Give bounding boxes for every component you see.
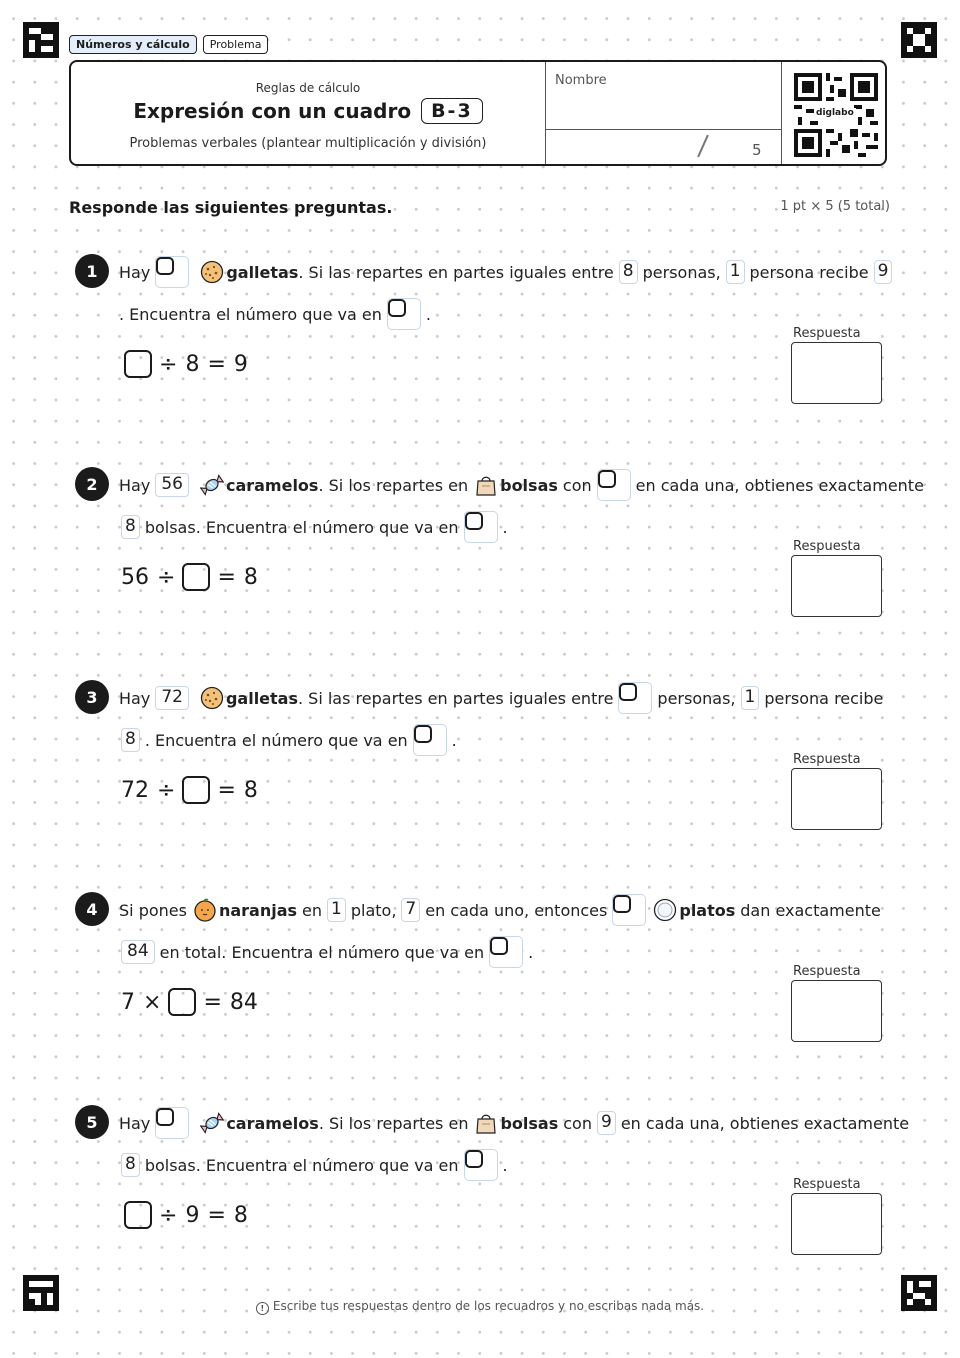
problem-number: 4 [75,892,109,926]
name-field[interactable] [545,62,782,164]
blank-box [464,1149,498,1181]
problem-text: en cada uno, entonces [425,900,608,920]
answer-label: Respuesta [793,964,861,979]
problem-text: personas, [642,262,721,282]
problem-text: . Encuentra el número que va en [119,304,382,324]
problem-text-line-2 [119,937,533,967]
number-box: 9 [597,1111,616,1135]
cookie-icon [200,260,224,284]
problem-text: . Encuentra el número que va en [144,730,408,750]
bag-icon [474,1111,498,1135]
orange-icon [193,898,217,922]
answer-box-3[interactable] [791,768,882,830]
number-box: 8 [619,260,638,284]
problem-text: persona recibe [764,688,884,708]
number-box: 1 [741,686,760,710]
equation-operand: 72 [121,777,149,803]
problem-item-name: naranjas [218,900,298,920]
equation-operator: × [143,989,162,1015]
blank-box [489,936,523,968]
number-box: 8 [121,515,140,539]
problem-number: 5 [75,1105,109,1139]
equation-equals: = [207,351,226,377]
header-subtitle: Reglas de cálculo [255,81,361,95]
problem-text: Hay [119,262,151,282]
name-divider [546,129,782,130]
equation-equals: = [217,564,236,590]
problem-number: 3 [75,680,109,714]
blank-box [155,256,189,288]
number-box: 72 [155,686,189,710]
problem-text-line-2 [119,1150,508,1180]
number-box: 8 [121,728,140,752]
problem-item-name: platos [679,900,736,920]
problem-text: bolsas. Encuentra el número que va en [144,517,459,537]
number-box: 7 [401,898,420,922]
problem-1 [0,254,960,464]
answer-box-5[interactable] [791,1193,882,1255]
header-title-area [71,62,545,164]
equation-blank [182,776,210,804]
problem-text-line-1 [119,1108,909,1138]
corner-marker-top-right [901,22,937,58]
problem-text: Si pones [119,900,187,920]
equation-operand: 9 [185,1202,200,1228]
page-title: Expresión con un cuadro [133,99,412,123]
problem-text: . [502,517,508,537]
equation-blank [124,1201,152,1229]
equation-operator: ÷ [159,351,178,377]
blank-box [387,298,421,330]
equation [121,984,262,1020]
problem-4 [0,892,960,1102]
equation-result: 8 [243,777,258,803]
problem-text: bolsas. Encuentra el número que va en [144,1155,459,1175]
number-box: 8 [121,1153,140,1177]
problem-item-name: bolsas [500,475,558,495]
problem-number: 2 [75,467,109,501]
problem-text: . Si las repartes en partes iguales entre [298,688,614,708]
equation-result: 8 [243,564,258,590]
problem-text: . [528,942,534,962]
corner-marker-top-left [23,22,59,58]
equation-result: 84 [229,989,258,1015]
problem-text-line-2 [119,725,457,755]
cookie-icon [200,686,224,710]
problem-text-line-1 [119,470,924,500]
blank-box [155,1107,189,1139]
blank-box [597,469,631,501]
problem-text: Hay [119,688,151,708]
name-label: Nombre [555,73,607,88]
equation [121,1197,252,1233]
equation [121,346,252,382]
equation [121,772,262,808]
problem-text-line-1 [119,895,881,925]
answer-label: Respuesta [793,539,861,554]
problem-item-name: caramelos [226,1113,319,1133]
problem-item-name: caramelos [225,475,319,495]
equation-operator: ÷ [159,1202,178,1228]
candy-icon [200,1111,224,1135]
points-info: 1 pt × 5 (5 total) [780,199,890,214]
header-description: Problemas verbales (plantear multiplicación y división) [129,136,487,151]
number-box: 1 [726,260,745,284]
problem-text: plato, [350,900,397,920]
problem-text: . Si los repartes en [318,475,469,495]
equation-operator: ÷ [157,564,176,590]
problem-text: con [563,1113,592,1133]
tag-category: Números y cálculo [69,35,197,54]
worksheet-code: B-3 [421,98,483,124]
answer-box-2[interactable] [791,555,882,617]
instruction-text: Responde las siguientes preguntas. [69,198,393,217]
score-slash [697,135,709,158]
problem-text-line-1 [119,257,897,287]
score-total: 5 [752,141,762,159]
equation-equals: = [217,777,236,803]
problem-item-name: galletas [226,262,299,282]
problem-number: 1 [75,254,109,288]
worksheet-header [69,60,887,166]
blank-box [618,682,652,714]
problem-text: . Si las repartes en partes iguales entre [298,262,614,282]
problem-text: en total. Encuentra el número que va en [159,942,485,962]
equation-operand: 7 [121,989,135,1015]
equation-equals: = [207,1202,226,1228]
problem-text: . Si los repartes en [318,1113,469,1133]
header-main [71,98,545,124]
problem-text-line-1 [119,683,883,713]
problem-text: en [302,900,323,920]
problem-item-name: galletas [225,688,298,708]
blank-box [464,511,498,543]
blank-box [612,894,646,926]
problem-text-line-2 [119,512,508,542]
answer-box-4[interactable] [791,980,882,1042]
bag-icon [474,473,498,497]
answer-label: Respuesta [793,1177,861,1192]
equation-blank [168,988,196,1016]
answer-box-1[interactable] [791,342,882,404]
problem-text: Hay [119,1113,151,1133]
equation-blank [182,563,210,591]
qr-area [781,62,888,164]
problem-text: persona recibe [749,262,869,282]
equation-equals: = [203,989,222,1015]
problem-text: Hay [119,475,151,495]
problem-item-name: bolsas [500,1113,559,1133]
problem-text: con [562,475,592,495]
problem-text: . [451,730,457,750]
equation-operand: 56 [121,564,149,590]
answer-label: Respuesta [793,326,861,341]
candy-icon [200,473,224,497]
problem-text: en cada una, obtienes exactamente [635,475,924,495]
problem-3 [0,680,960,890]
problem-text: dan exactamente [740,900,881,920]
problem-text: . [502,1155,508,1175]
problem-text: personas, [657,688,736,708]
equation-operand: 8 [185,351,200,377]
problem-2 [0,467,960,677]
number-box: 9 [874,260,893,284]
problem-text: . [425,304,431,324]
footer-text: Escribe tus respuestas dentro de los recuadros y no escribas nada más. [272,1299,705,1313]
problem-5 [0,1105,960,1315]
answer-label: Respuesta [793,752,861,767]
info-icon: ! [256,1302,269,1315]
number-box: 56 [155,473,189,497]
plate-icon [653,898,677,922]
tag-type: Problema [203,35,269,54]
problem-text-line-2 [119,299,431,329]
number-box: 84 [121,940,155,964]
blank-box [413,724,447,756]
qr-brand-text: diglabo [816,108,854,118]
equation-result: 9 [233,351,248,377]
equation-result: 8 [233,1202,248,1228]
equation-operator: ÷ [157,777,176,803]
footer-note [0,1299,960,1315]
problem-text: en cada una, obtienes exactamente [620,1113,910,1133]
equation-blank [124,350,152,378]
equation [121,559,262,595]
number-box: 1 [327,898,346,922]
category-tags [69,35,268,54]
